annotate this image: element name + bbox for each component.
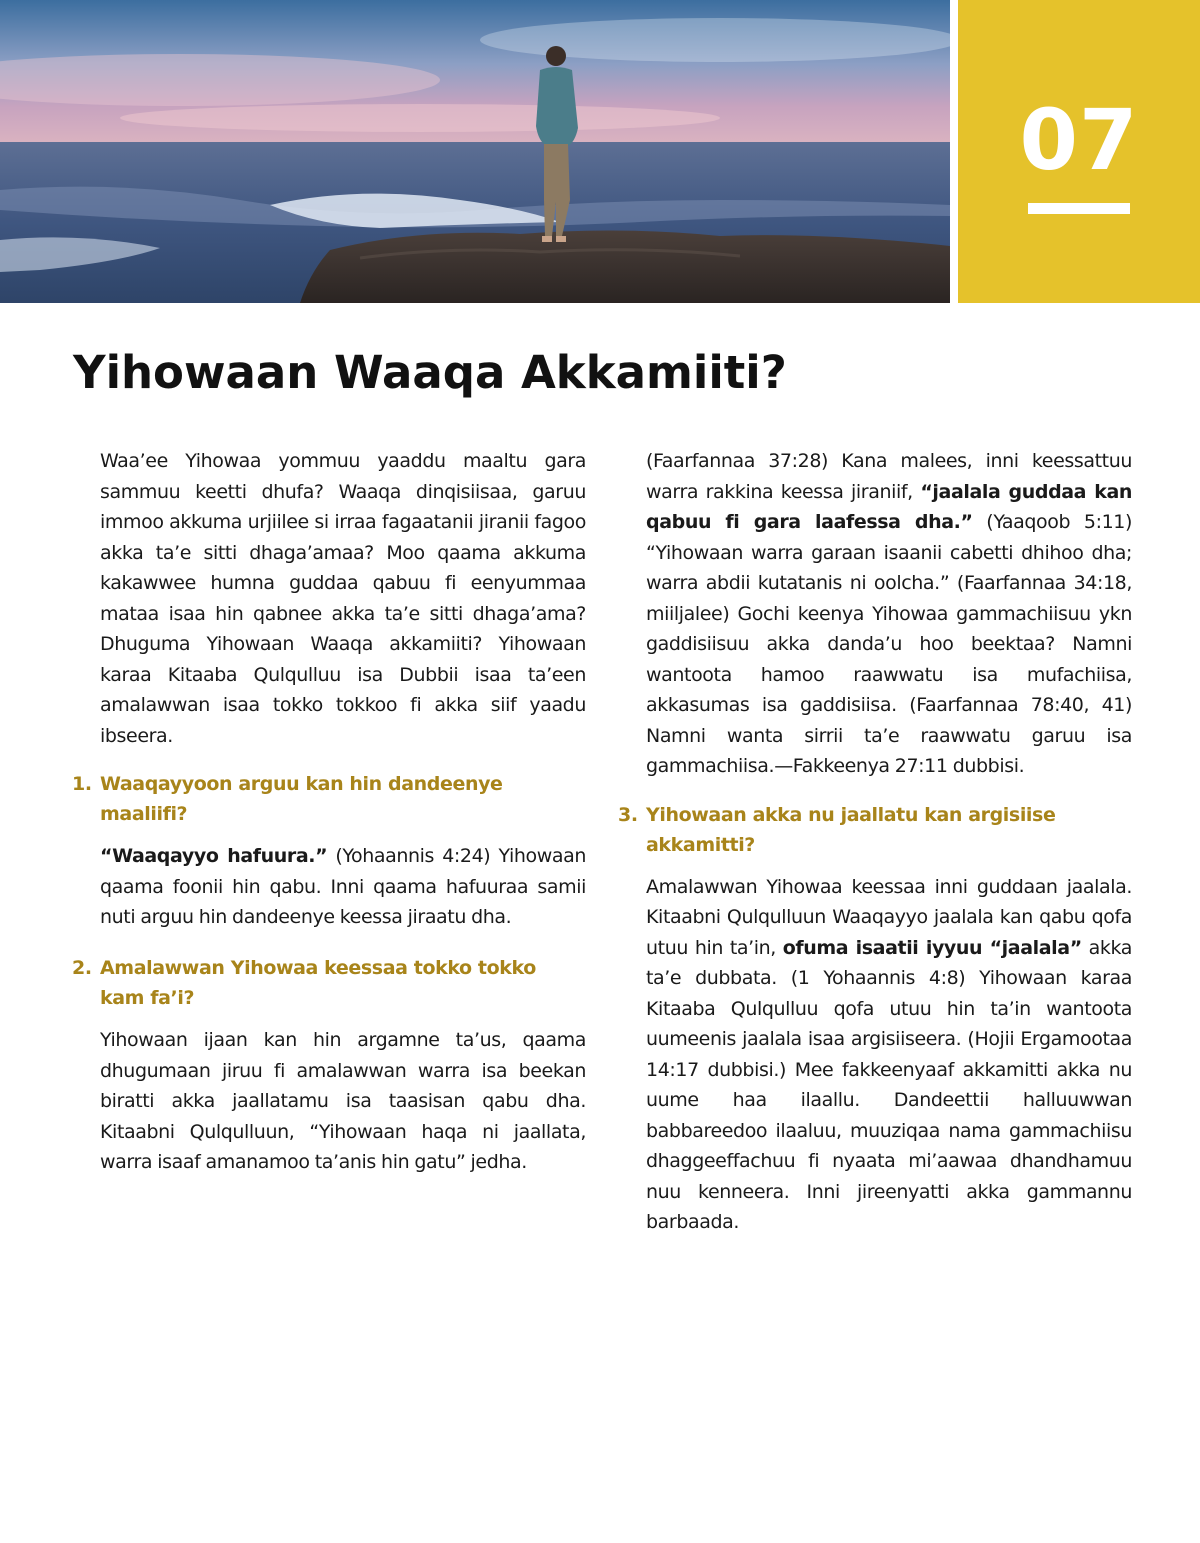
hero-photo [0, 0, 950, 303]
answer-3-body-start: Amalawwan Yihowaa keessaa inni guddaan jaalala. Kitaabni Qulqulluun Waaqayyo jaalala kan qabu qofa utuu hin ta’in, [646, 875, 1132, 959]
answer-2-bold-quote: “jaalala guddaa kan qabuu fi gara laafessa dha.” [646, 480, 1132, 533]
question-1-text: Waaqayyoon arguu kan hin dandeenye maaliifi? [100, 773, 503, 825]
answer-2-body-continued: (Faarfannaa 37:28) Kana malees, inni keessattuu warra rakkina keessa jiraniif, [646, 450, 1132, 503]
intro-paragraph: Waa’ee Yihowaa yommuu yaaddu maaltu gara sammuu keetti dhufa? Waaqa dinqisiisaa, garuu immoo akkuma urjiilee si irraa fagaatanii jiranii fagoo akka ta’e sitti dhaga’amaa? Moo qaama akkuma kakawwee humna guddaa qabuu fi eenyummaa mataa isaa hin qabnee akka ta’e sitti dhaga’ama? Dhuguma Yihowaan Waaqa akkamiiti? Yihowaan karaa Kitaaba Qulqulluu isa Dubbii isaa ta’een amalawwan isaa tokko tokkoo fi akka siif yaadu ibseera. [100, 450, 586, 747]
page-title: Yihowaan Waaqa Akkamiiti? [73, 346, 787, 399]
answer-2-body-end: (Yaaqoob 5:11) “Yihowaan warra garaan isaanii cabetti dhihoo dha; warra abdii kutatanis ni oolcha.” (Faarfannaa 34:18, miiljalee) Gochi keenya Yihowaa gammachiisuu ykn gaddisiisuu akka danda’u hoo beektaa? Namni wantoota hamoo raawwatu isa mufachiisa, akkasumas isa gaddisiisa. (Faarfannaa 78:40, 41) Namni wanta sirrii ta’e raawwatu garuu isa gammachiisa.—Fakkeenya 27:11 dubbisi. [646, 511, 1132, 777]
question-1-number: 1. [72, 773, 92, 795]
answer-3-paragraph [646, 872, 1132, 1238]
answer-1-paragraph [100, 841, 586, 933]
question-2-text: Amalawwan Yihowaa keessaa tokko tokko kam fa’i? [100, 956, 536, 1009]
lesson-number: 07 [1019, 91, 1139, 189]
answer-3-bold-quote: ofuma isaatii iyyuu “jaalala” [782, 936, 1082, 959]
question-3-number: 3. [618, 803, 638, 826]
answer-1-body: (Yohaannis 4:24) Yihowaan qaama foonii hin qabu. Inni qaama hafuuraa samii nuti arguu hin dandeenye keessa jiraatu dha. [100, 845, 587, 928]
answer-2-paragraph-part-a [100, 1025, 586, 1178]
question-3-text: Yihowaan akka nu jaallatu kan argisiise akkamitti? [646, 803, 1056, 856]
seaside-photo-illustration [0, 0, 950, 303]
answer-2-body-start: Yihowaan ijaan kan hin argamne ta’us, qaama dhugumaan jiruu fi amalawwan warra isa beekan biratti akka jaallatamu isa taasisan qabu dha. Kitaabni Qulqulluun, “Yihowaan haqa ni jaallata, warra isaaf amanamoo ta’anis hin gatu” jedha. [100, 1029, 586, 1173]
answer-3-body-end: akka ta’e dubbata. (1 Yohaannis 4:8) Yihowaan karaa Kitaaba Qulqulluu qofa utuu hin ta’in wantoota uumeenis jaalala isaa argisiiseera. (Hojii Ergamootaa 14:17 dubbisi.) Mee fakkeenyaaf akkamitti akka nu uume haa ilaallu. Dandeettii halluuwwan babbareedoo ilaaluu, muuziqaa nama gammachiisu dhaggeeffachuu fi nyaata mi’aawaa dhandhamuu nuu kenneera. Inni jireenyatti akka gammannu barbaada. [646, 936, 1132, 1233]
question-1 [72, 769, 586, 829]
answer-2-paragraph-part-b [646, 446, 1132, 782]
left-column [72, 446, 587, 1013]
answer-1-bold-quote: “Waaqayyo hafuura.” [100, 845, 328, 867]
lesson-number-underline [1028, 203, 1130, 214]
lesson-badge [958, 0, 1200, 303]
question-2-number: 2. [72, 956, 92, 979]
question-3 [618, 800, 1132, 860]
right-column [618, 446, 1132, 1238]
question-2 [72, 953, 586, 1013]
